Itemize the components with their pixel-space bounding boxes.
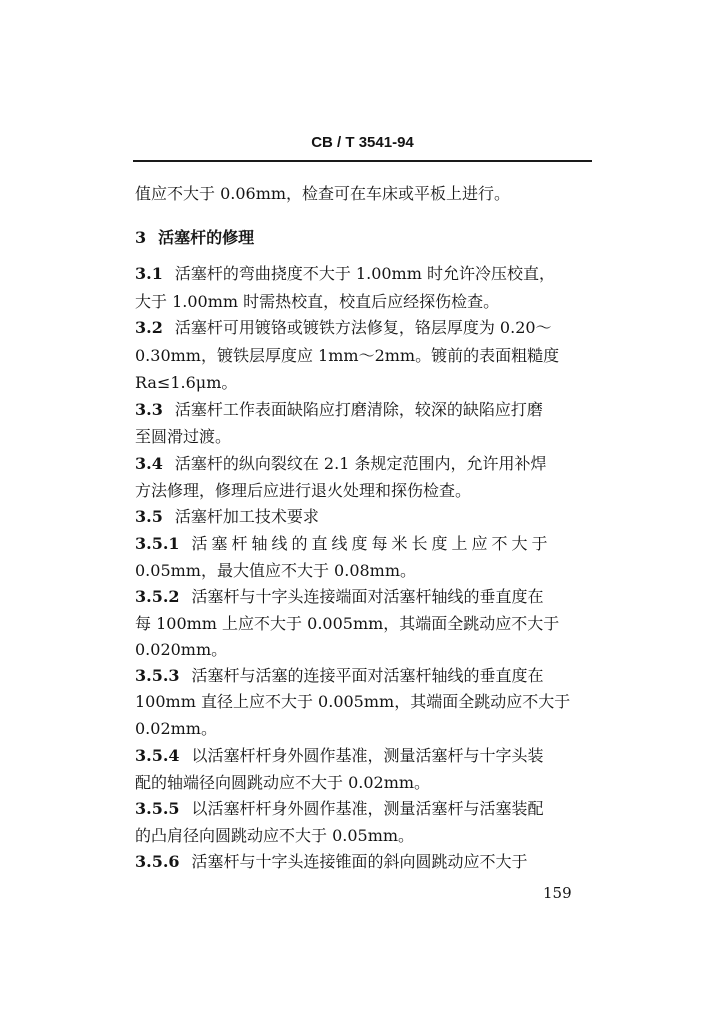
clause-number: 3.1 [135,264,163,283]
text-line [135,396,590,424]
clause-number: 3.5.4 [135,746,180,765]
text-line [135,503,590,531]
line-text: 活塞杆与活塞的连接平面对活塞杆轴线的垂直度在 [191,666,544,685]
text-line [135,477,590,505]
line-text: 大于 1.00mm 时需热校直，校直后应经探伤检查。 [135,292,500,311]
line-text: 活塞杆工作表面缺陷应打磨清除，较深的缺陷应打磨 [174,400,543,419]
line-text: 以活塞杆杆身外圆作基准，测量活塞杆与十字头装 [191,746,544,765]
text-line [135,342,590,370]
header-rule [133,160,592,162]
text-line [135,795,590,823]
text-line [135,583,590,611]
text-line [135,314,590,342]
line-text: 0.02mm。 [135,719,217,738]
line-text: 活塞杆轴线的直线度每米长度上应不大于 [191,534,552,553]
text-line [135,530,590,558]
text-line [135,450,590,478]
text-line [135,180,590,208]
text-line [135,662,590,690]
line-text: 0.020mm。 [135,640,228,659]
text-line [135,769,590,797]
section-title: 活塞杆的修理 [158,228,255,247]
clause-number: 3.3 [135,400,163,419]
text-line [135,369,590,397]
clause-number: 3.5.2 [135,587,180,606]
text-line [135,848,590,876]
line-text: 方法修理，修理后应进行退火处理和探伤检查。 [135,481,472,500]
line-text: 活塞杆的纵向裂纹在 2.1 条规定范围内，允许用补焊 [174,454,547,473]
section-number: 3 [135,228,147,247]
line-text: 0.30mm，镀铁层厚度应 1mm～2mm。镀前的表面粗糙度 [135,346,560,365]
text-line [135,610,590,638]
line-text: 的凸肩径向圆跳动应不大于 0.05mm。 [135,826,415,845]
line-text: 至圆滑过渡。 [135,427,232,446]
text-line [135,260,590,288]
line-text: 活塞杆的弯曲挠度不大于 1.00mm 时允许冷压校直， [174,264,555,283]
line-text: 0.05mm，最大值应不大于 0.08mm。 [135,561,417,580]
clause-number: 3.5.5 [135,799,180,818]
standard-code-header: CB / T 3541-94 [311,134,414,151]
clause-number: 3.2 [135,318,163,337]
clause-number: 3.5.6 [135,852,180,871]
clause-number: 3.4 [135,454,163,473]
text-line [135,822,590,850]
text-line [135,636,590,664]
line-text: 活塞杆可用镀铬或镀铁方法修复，铬层厚度为 0.20～ [174,318,552,337]
line-text: 每 100mm 上应不大于 0.005mm，其端面全跳动应不大于 [135,614,560,633]
clause-number: 3.5.3 [135,666,180,685]
clause-number: 3.5.1 [135,534,180,553]
text-line [135,557,590,585]
line-text: 以活塞杆杆身外圆作基准，测量活塞杆与活塞装配 [191,799,544,818]
line-text: 活塞杆加工技术要求 [174,507,319,526]
line-text: 100mm 直径上应不大于 0.005mm，其端面全跳动应不大于 [135,692,571,711]
text-line [135,742,590,770]
line-text: 值应不大于 0.06mm，检查可在车床或平板上进行。 [135,184,511,203]
section-heading [135,224,590,252]
text-line [135,715,590,743]
line-text: Ra≤1.6μm。 [135,373,238,392]
text-line [135,423,590,451]
line-text: 活塞杆与十字头连接端面对活塞杆轴线的垂直度在 [191,587,544,606]
page-number: 159 [543,884,572,902]
line-text: 活塞杆与十字头连接锥面的斜向圆跳动应不大于 [191,852,528,871]
line-text: 配的轴端径向圆跳动应不大于 0.02mm。 [135,773,431,792]
text-line [135,688,590,716]
text-line [135,288,590,316]
clause-number: 3.5 [135,507,163,526]
